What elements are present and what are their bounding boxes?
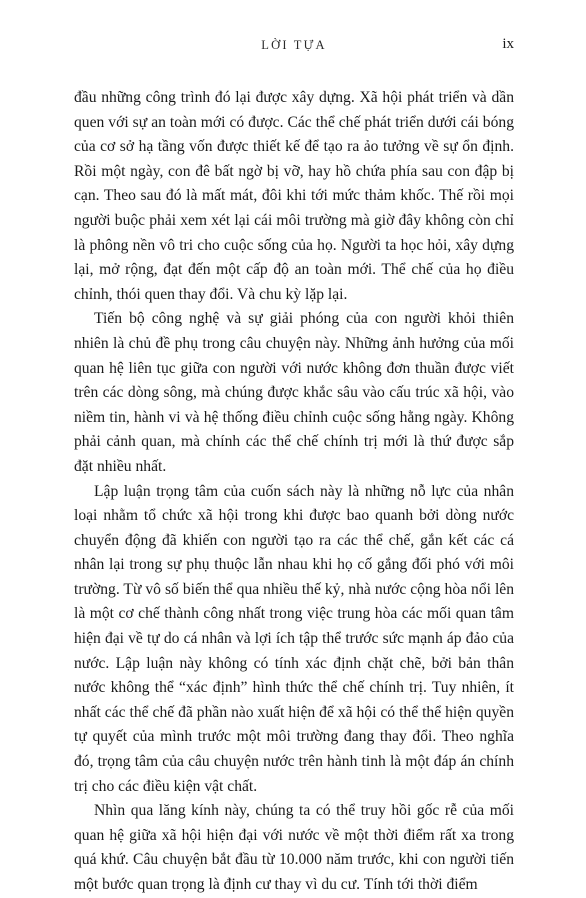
running-header — [74, 38, 514, 58]
body-text — [74, 86, 514, 898]
paragraph: Nhìn qua lăng kính này, chúng ta có thể truy hồi gốc rễ của mối quan hệ giữa xã hội hiện đại với nước về một thời điểm rất xa trong quá khứ. Câu chuyện bắt đầu từ 10.000 năm trước, khi con người tiến một bước quan trọng là định cư thay vì du cư. Tính tới thời điểm — [74, 802, 514, 893]
paragraph-continued: đầu những công trình đó lại được xây dựng. Xã hội phát triển và dần quen với sự an toàn mới có được. Các thể chế phát triển dưới cái bóng của cơ sở hạ tầng vốn được thiết kế để tạo ra ảo tưởng về sự ổn định. Rồi một ngày, con đê bất ngờ bị vỡ, hay hồ chứa phía sau con đập bị cạn. Theo sau đó là mất mát, đôi khi tới mức thảm khốc. Thế rồi mọi người buộc phải xem xét lại cái môi trường mà giờ đây không còn chỉ là phông nền vô tri cho cuộc sống của họ. Người ta học hỏi, xây dựng lại, mở rộng, đạt đến một cấp độ an toàn mới. Thể chế của họ điều chỉnh, thói quen thay đổi. Và chu kỳ lặp lại. — [74, 89, 514, 303]
page-number: ix — [502, 36, 514, 52]
paragraph: Tiến bộ công nghệ và sự giải phóng của con người khỏi thiên nhiên là chủ đề phụ trong câu chuyện này. Những ảnh hưởng của mối quan hệ liên tục giữa con người với nước không đơn thuần được viết trên các dòng sông, mà chúng được khắc sâu vào cấu trúc xã hội, vào niềm tin, hành vi và hệ thống điều chỉnh cuộc sống hằng ngày. Không phải cảnh quan, mà chính các thể chế chính trị mới là thứ được sắp đặt nhiều nhất. — [74, 310, 514, 475]
chapter-title: LỜI TỰA — [261, 38, 327, 52]
paragraph: Lập luận trọng tâm của cuốn sách này là những nỗ lực của nhân loại nhằm tổ chức xã hội trong khi được bao quanh bởi dòng nước chuyển động đã khiến con người tạo ra các thể chế, gắn kết các cá nhân lại trong sự phụ thuộc lẫn nhau khi họ cố gắng đối phó với môi trường. Từ vô số biến thể qua nhiều thế kỷ, nhà nước cộng hòa nổi lên là một cơ chế thành công nhất trong việc trung hòa các mối quan tâm hiện đại về tự do cá nhân và lợi ích tập thể trước sức mạnh áp đảo của nước. Lập luận này không có tính xác định chặt chẽ, bởi bản thân nước không thể “xác định” hình thức thể chế chính trị. Tuy nhiên, ít nhất các thể chế đã phần nào xuất hiện để xã hội có thể thể hiện quyền tự quyết của mình trước một môi trường đang thay đổi. Theo nghĩa đó, trọng tâm của câu chuyện nước trên hành tinh là một đáp án chính trị cho các điều kiện vật chất. — [74, 482, 514, 795]
